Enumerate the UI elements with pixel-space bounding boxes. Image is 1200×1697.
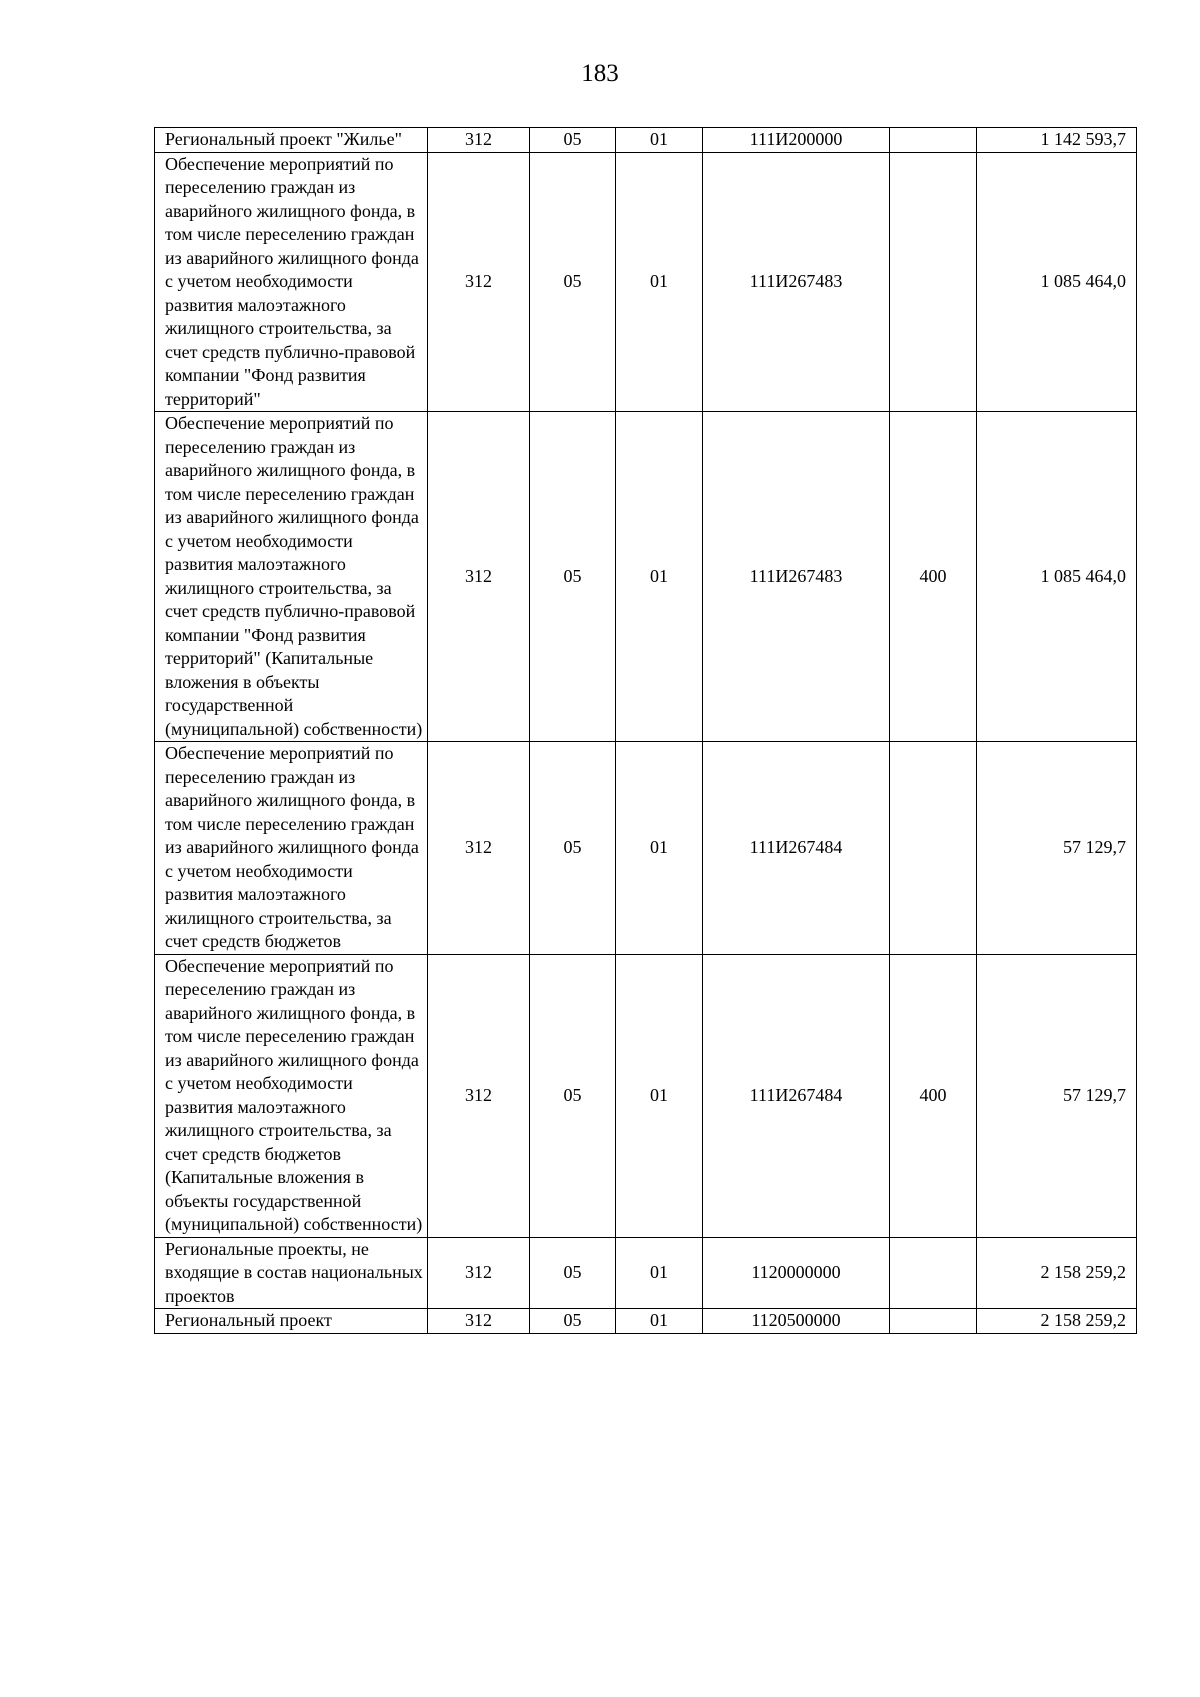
row-amount: 2 158 259,2: [977, 1309, 1137, 1334]
row-grbs: 312: [428, 1237, 530, 1309]
table-row: [155, 954, 1137, 1237]
row-section: 05: [530, 1309, 616, 1334]
row-expense-type: [890, 1237, 977, 1309]
row-target-article: 111И267483: [703, 412, 890, 742]
page-number: 183: [581, 60, 619, 87]
row-section: 05: [530, 742, 616, 955]
row-expense-type: [890, 1309, 977, 1334]
row-section: 05: [530, 152, 616, 412]
row-amount: 57 129,7: [977, 954, 1137, 1237]
row-amount: 2 158 259,2: [977, 1237, 1137, 1309]
row-name: Обеспечение мероприятий по переселению граждан из аварийного жилищного фонда, в том числе переселению граждан из аварийного жилищного фонда с учетом необходимости развития малоэтажного жилищного строительства, за счет средств бюджетов (Капитальные вложения в объекты государственной (муниципальной) собственности): [155, 954, 428, 1237]
row-expense-type: [890, 152, 977, 412]
row-name: Региональные проекты, не входящие в состав национальных проектов: [155, 1237, 428, 1309]
row-amount: 57 129,7: [977, 742, 1137, 955]
table-row: [155, 152, 1137, 412]
row-name: Региональный проект "Жилье": [155, 128, 428, 153]
row-target-article: 111И267483: [703, 152, 890, 412]
row-amount: 1 085 464,0: [977, 152, 1137, 412]
row-target-article: 1120000000: [703, 1237, 890, 1309]
budget-table: [154, 127, 1137, 1334]
row-grbs: 312: [428, 742, 530, 955]
row-grbs: 312: [428, 412, 530, 742]
row-expense-type: [890, 128, 977, 153]
row-grbs: 312: [428, 1309, 530, 1334]
table-row: [155, 1237, 1137, 1309]
row-expense-type: 400: [890, 412, 977, 742]
row-section: 05: [530, 128, 616, 153]
row-section: 05: [530, 412, 616, 742]
row-grbs: 312: [428, 128, 530, 153]
table-row: [155, 412, 1137, 742]
row-target-article: 1120500000: [703, 1309, 890, 1334]
row-subsection: 01: [616, 742, 703, 955]
row-subsection: 01: [616, 954, 703, 1237]
row-section: 05: [530, 954, 616, 1237]
row-name: Обеспечение мероприятий по переселению граждан из аварийного жилищного фонда, в том числе переселению граждан из аварийного жилищного фонда с учетом необходимости развития малоэтажного жилищного строительства, за счет средств бюджетов: [155, 742, 428, 955]
row-amount: 1 142 593,7: [977, 128, 1137, 153]
row-target-article: 111И200000: [703, 128, 890, 153]
row-name: Обеспечение мероприятий по переселению граждан из аварийного жилищного фонда, в том числе переселению граждан из аварийного жилищного фонда с учетом необходимости развития малоэтажного жилищного строительства, за счет средств публично-правовой компании "Фонд развития территорий": [155, 152, 428, 412]
table-row: [155, 742, 1137, 955]
row-grbs: 312: [428, 954, 530, 1237]
row-subsection: 01: [616, 1309, 703, 1334]
row-amount: 1 085 464,0: [977, 412, 1137, 742]
row-name: Обеспечение мероприятий по переселению граждан из аварийного жилищного фонда, в том числе переселению граждан из аварийного жилищного фонда с учетом необходимости развития малоэтажного жилищного строительства, за счет средств публично-правовой компании "Фонд развития территорий" (Капитальные вложения в объекты государственной (муниципальной) собственности): [155, 412, 428, 742]
row-grbs: 312: [428, 152, 530, 412]
row-name: Региональный проект: [155, 1309, 428, 1334]
row-expense-type: [890, 742, 977, 955]
row-subsection: 01: [616, 128, 703, 153]
row-target-article: 111И267484: [703, 742, 890, 955]
row-section: 05: [530, 1237, 616, 1309]
table-row: [155, 1309, 1137, 1334]
row-subsection: 01: [616, 412, 703, 742]
table-row: [155, 128, 1137, 153]
row-subsection: 01: [616, 152, 703, 412]
row-subsection: 01: [616, 1237, 703, 1309]
row-expense-type: 400: [890, 954, 977, 1237]
row-target-article: 111И267484: [703, 954, 890, 1237]
